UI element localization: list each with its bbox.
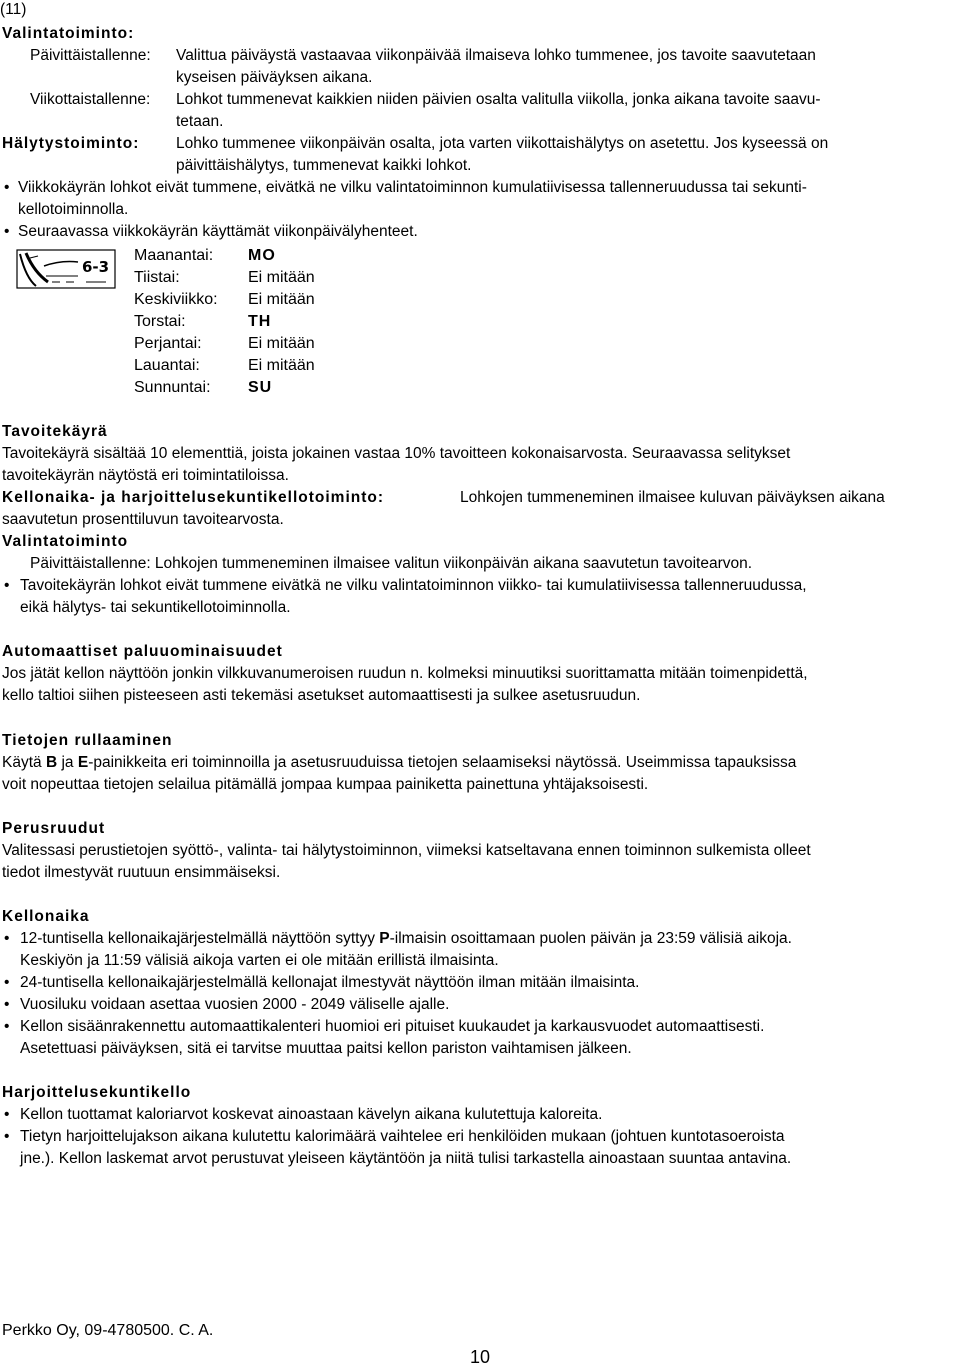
weekday-saturday: Lauantai:: [134, 357, 200, 374]
watch-display-image: [16, 248, 116, 290]
subheading-valintatoiminto: Valintatoiminto: [2, 533, 129, 550]
weekday-sunday: Sunnuntai:: [134, 379, 211, 396]
harjoittelu-bullet-variation-cont: jne.). Kellon laskemat arvot perustuvat yleiseen käytäntöön ja niitä tulisi tarkastella ainoastaan suuntaa antavina.: [20, 1150, 792, 1167]
weekday-monday-abbr: MO: [248, 247, 276, 264]
bullet-marker: •: [4, 223, 10, 240]
harjoittelu-bullet-variation: Tietyn harjoittelujakson aikana kulutettu kalorimäärä vaihtelee eri henkilöiden mukaan (johtuen kuntotasoeroista: [20, 1128, 785, 1145]
tietojen-text: Käytä B ja E-painikkeita eri toiminnoilla ja asetusruuduissa tietojen selaamiseksi näytössä. Useimmissa tapauksissa: [2, 754, 797, 771]
section-heading-kellonaika: Kellonaika: [2, 908, 90, 925]
weekday-friday-abbr: Ei mitään: [248, 335, 315, 352]
weekday-friday: Perjantai:: [134, 335, 202, 352]
bullet-marker: •: [4, 1018, 10, 1035]
footer-company: Perkko Oy, 09-4780500. C. A.: [2, 1322, 214, 1339]
alarm-mode-label: Hälytystoiminto:: [2, 135, 140, 152]
weekday-tuesday-abbr: Ei mitään: [248, 269, 315, 286]
weekly-record-text-cont: tetaan.: [176, 113, 224, 130]
weekly-record-text: Lohkot tummenevat kaikkien niiden päivien osalta valitulla viikolla, jonka aikana tavoite saavu-: [176, 91, 821, 108]
bullet-weekday-abbr-intro: Seuraavassa viikkokäyrän käyttämät viikonpäivälyhenteet.: [18, 223, 418, 240]
tavoitekayra-bullet-cont: eikä hälytys- tai sekuntikellotoiminnolla.: [20, 599, 291, 616]
bullet-marker: •: [4, 996, 10, 1013]
section-heading-tietojen: Tietojen rullaaminen: [2, 732, 173, 749]
alarm-mode-text-cont: päivittäishälytys, tummenevat kaikki lohkot.: [176, 157, 472, 174]
automaattiset-text: Jos jätät kellon näyttöön jonkin vilkkuvanumeroisen ruudun n. kolmeksi minuutiksi suorittamatta mitään toimenpidettä,: [2, 665, 808, 682]
bullet-marker: •: [4, 577, 10, 594]
perusruudut-text-cont: tiedot ilmestyvät ruutuun ensimmäiseksi.: [2, 864, 281, 881]
alarm-mode-text: Lohko tummenee viikonpäivän osalta, jota varten viikottaishälytys on asetettu. Jos kyseessä on: [176, 135, 829, 152]
section-heading-tavoitekayra: Tavoitekäyrä: [2, 423, 108, 440]
daily-record-label: Päivittäistallenne:: [30, 47, 151, 64]
weekday-thursday-abbr: TH: [248, 313, 272, 330]
kellonaika-bullet-calendar: Kellon sisäänrakennettu automaattikalenteri huomioi eri pituiset kuukaudet ja karkausvuodet automaattisesti.: [20, 1018, 765, 1035]
section-heading-perusruudut: Perusruudut: [2, 820, 106, 837]
kellonaika-bullet-calendar-cont: Asetettuasi päiväyksen, sitä ei tarvitse muuttaa paitsi kellon pariston vaihtamisen jälkeen.: [20, 1040, 632, 1057]
page-reference: (11): [0, 1, 27, 18]
weekday-saturday-abbr: Ei mitään: [248, 357, 315, 374]
perusruudut-text: Valitessasi perustietojen syöttö-, valinta- tai hälytystoiminnon, viimeksi katseltavana ennen toiminnon sulkemista olleet: [2, 842, 811, 859]
page-number: 10: [470, 1347, 491, 1367]
weekday-wednesday: Keskiviikko:: [134, 291, 218, 308]
tavoitekayra-bullet: Tavoitekäyrän lohkot eivät tummene eivätkä ne vilku valintatoiminnon viikko- tai kumulatiivisessa tallenneruudussa,: [20, 577, 807, 594]
harjoittelu-bullet-calories: Kellon tuottamat kaloriarvot koskevat ainoastaan kävelyn aikana kulutettuja kaloreita.: [20, 1106, 603, 1123]
tietojen-text-cont: voit nopeuttaa tietojen selailua pitämällä jompaa kumpaa painiketta painettuna yhtäjaksoisesti.: [2, 776, 649, 793]
daily-record-text-cont: kyseisen päiväyksen aikana.: [176, 69, 373, 86]
weekday-wednesday-abbr: Ei mitään: [248, 291, 315, 308]
automaattiset-text-cont: kello taltioi siihen pisteeseen asti tekemäsi asetukset automaattisesti ja sulkee asetusruudun.: [2, 687, 641, 704]
bullet-marker: •: [4, 1128, 10, 1145]
weekday-sunday-abbr: SU: [248, 379, 273, 396]
bullet-marker: •: [4, 1106, 10, 1123]
weekday-tuesday: Tiistai:: [134, 269, 180, 286]
tavoitekayra-paragraph: Tavoitekäyrä sisältää 10 elementtiä, joista jokainen vastaa 10% tavoitteen kokonaisarvosta. Seuraavassa selitykset: [2, 445, 791, 462]
section-heading-valintatoiminto: Valintatoiminto:: [2, 25, 135, 42]
bullet-marker: •: [4, 974, 10, 991]
weekday-thursday: Torstai:: [134, 313, 186, 330]
section-heading-harjoittelu: Harjoittelusekuntikello: [2, 1084, 192, 1101]
svg-text:6-3: 6-3: [82, 258, 110, 276]
bullet-weekgraph-text-cont: kellotoiminnolla.: [18, 201, 129, 218]
clock-stopwatch-mode-label: Kellonaika- ja harjoittelusekuntikellotoiminto:: [2, 489, 385, 506]
weekday-monday: Maanantai:: [134, 247, 214, 264]
valinta-daily-text: Päivittäistallenne: Lohkojen tummeneminen ilmaisee valitun viikonpäivän aikana saavutetun tavoitearvon.: [30, 555, 753, 572]
kellonaika-bullet-12h: 12-tuntisella kellonaikajärjestelmällä näyttöön syttyy P-ilmaisin osoittamaan puolen päivän ja 23:59 välisiä aikoja.: [20, 930, 792, 947]
bullet-weekgraph-text: Viikkokäyrän lohkot eivät tummene, eivätkä ne vilku valintatoiminnon kumulatiivisessa tallenneruudussa tai sekunti-: [18, 179, 807, 196]
tavoitekayra-paragraph-cont: tavoitekäyrän näytöstä eri toimintatiloissa.: [2, 467, 289, 484]
clock-stopwatch-mode-text-cont: saavutetun prosenttiluvun tavoitearvosta.: [2, 511, 284, 528]
kellonaika-bullet-12h-cont: Keskiyön ja 11:59 välisiä aikoja varten ei ole mitään erillistä ilmaisinta.: [20, 952, 499, 969]
kellonaika-bullet-24h: 24-tuntisella kellonaikajärjestelmällä kellonajat ilmestyvät näyttöön ilman mitään ilmaisinta.: [20, 974, 640, 991]
kellonaika-bullet-year: Vuosiluku voidaan asettaa vuosien 2000 - 2049 väliselle ajalle.: [20, 996, 450, 1013]
bullet-marker: •: [4, 179, 10, 196]
section-heading-automaattiset: Automaattiset paluuominaisuudet: [2, 643, 283, 660]
daily-record-text: Valittua päiväystä vastaavaa viikonpäivää ilmaiseva lohko tummenee, jos tavoite saavutetaan: [176, 47, 816, 64]
bullet-marker: •: [4, 930, 10, 947]
weekly-record-label: Viikottaistallenne:: [30, 91, 151, 108]
clock-stopwatch-mode-text: Lohkojen tummeneminen ilmaisee kuluvan päiväyksen aikana: [460, 489, 885, 506]
watch-display-icon: [16, 248, 116, 290]
